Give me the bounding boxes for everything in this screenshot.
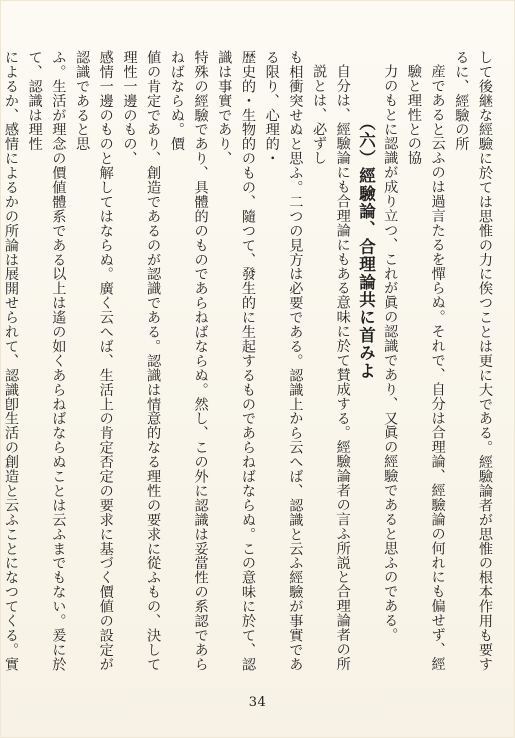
paragraph-line: 値の肯定であり、創造であるのが認識である。認識は情意的なる理性の要求に從ふもの、決して理性一邊のもの、 bbox=[121, 50, 162, 672]
paragraph-line: も相衝突せぬと思ふ。二つの見方は必要である。認識上から云へば、認識と云ふ經驗が事實である限り、心理的・ bbox=[263, 50, 304, 672]
paragraph-line: ふ。生活が理念の價値體系である以上は遙の如くあらねばならぬことは云ふまでもない。爰に於て、認識は理性 bbox=[26, 50, 67, 672]
page-number: 34 bbox=[248, 695, 267, 710]
paragraph-line: 感情一邊のものと解してはならぬ。廣く云へば、生活上の肯定否定の要求に基づく價値の設定が認識であると思 bbox=[74, 50, 114, 672]
paragraph-line: 特殊の經驗であり、具體的のものであらねばならぬ。然し、この外に認識は妥當性の系認であらねばならぬ。價 bbox=[168, 50, 209, 672]
paragraph-line: 力のもとに認識が成り立つ、これが眞の認識であり、又眞の經驗であると思ふのである。 bbox=[382, 64, 399, 642]
paragraph-line: 自分は、經驗論にも合理論にもある意味に於て賛成する。經驗論者の言ふ所説と合理論者の所説とは、必ずし bbox=[311, 64, 351, 671]
paragraph-line: によるか、感情によるかの所論は展開せられて、認識卽生活の創造と云ふことになつてくる。實 bbox=[2, 50, 19, 672]
section-heading: （六）經驗論、合理論共に首みよ bbox=[356, 114, 376, 380]
paragraph-line: 歴史的・生物的のもの、隨つて、發生的に生起するものであらねばならぬ。この意味に於て、認識は事實であり、 bbox=[216, 50, 256, 672]
paragraph-line: 産であると云ふのは過言たるを憚らぬ。それで、自分は合理論、經驗論の何れにも偏せず、經驗と理性との協 bbox=[405, 64, 446, 671]
vertical-text-block bbox=[2, 50, 496, 678]
paragraph-line: して後継な經驗に於ては思惟の力に俟つことは更に大である。經驗論者が思惟の根本作用も要するに、經驗の所 bbox=[453, 50, 493, 672]
